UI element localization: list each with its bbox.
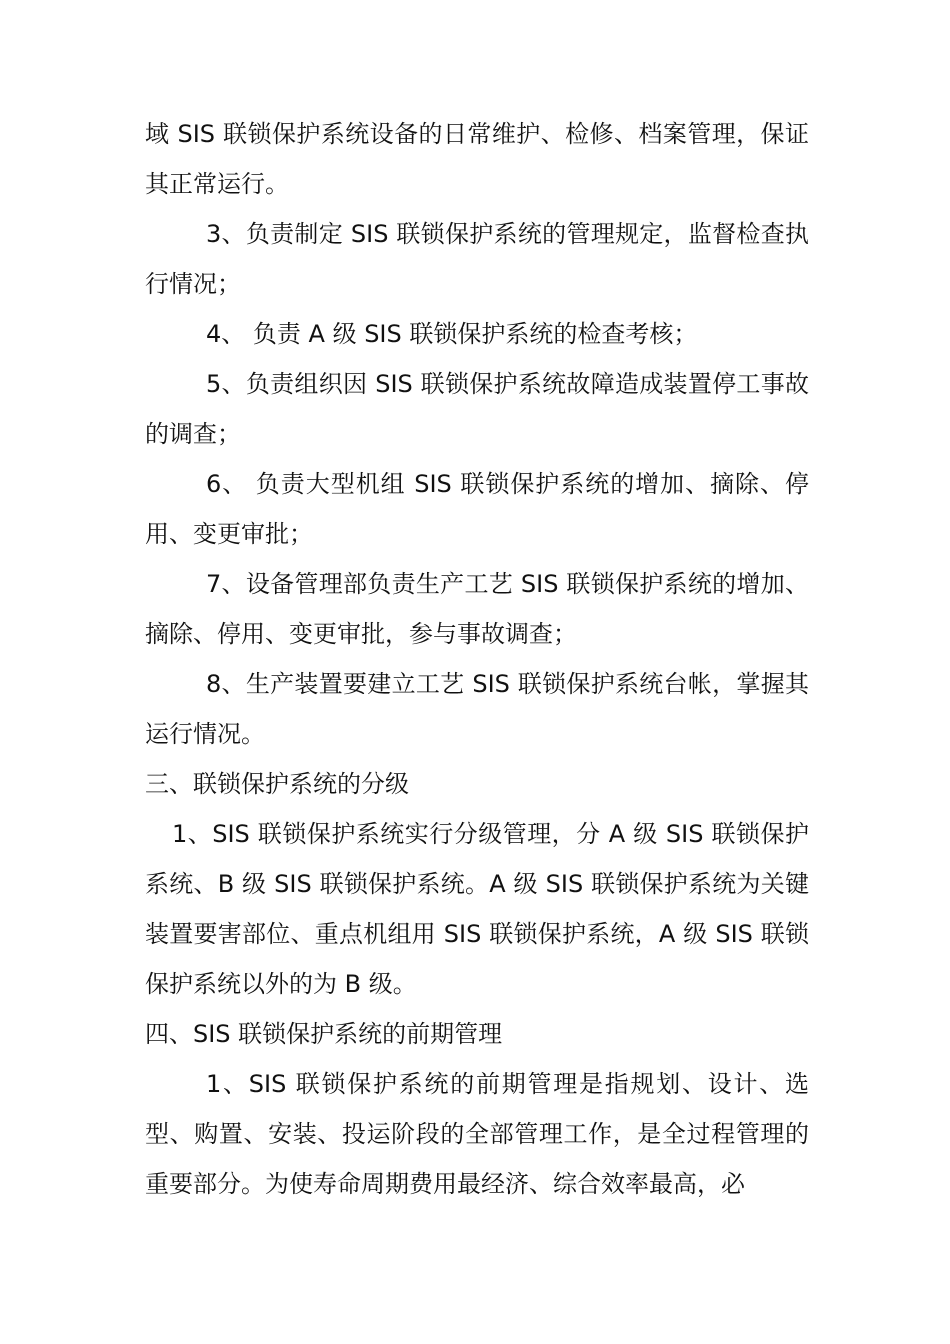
document-body [145, 109, 809, 1209]
paragraph-item-7: 7、设备管理部负责生产工艺 SIS 联锁保护系统的增加、摘除、停用、变更审批，参与事故调查； [145, 570, 809, 648]
section-heading-3: 三、联锁保护系统的分级 [145, 770, 409, 798]
section-heading-4: 四、SIS 联锁保护系统的前期管理 [145, 1020, 503, 1048]
paragraph-continuation: 域 SIS 联锁保护系统设备的日常维护、检修、档案管理，保证其正常运行。 [145, 120, 809, 198]
paragraph-item-4: 4、 负责 A 级 SIS 联锁保护系统的检查考核； [206, 320, 698, 348]
paragraph-item-5: 5、负责组织因 SIS 联锁保护系统故障造成装置停工事故的调查； [145, 370, 809, 448]
paragraph-item-8: 8、生产装置要建立工艺 SIS 联锁保护系统台帐，掌握其运行情况。 [145, 670, 809, 748]
paragraph-early-management: 1、SIS 联锁保护系统的前期管理是指规划、设计、选型、购置、安装、投运阶段的全部管理工作，是全过程管理的重要部分。为使寿命周期费用最经济、综合效率最高，必 [145, 1070, 809, 1198]
paragraph-classification: 1、SIS 联锁保护系统实行分级管理，分 A 级 SIS 联锁保护系统、B 级 SIS 联锁保护系统。A 级 SIS 联锁保护系统为关键装置要害部位、重点机组用 SIS 联锁保护系统，A 级 SIS 联锁保护系统以外的为 B 级。 [145, 820, 809, 998]
paragraph-item-3: 3、负责制定 SIS 联锁保护系统的管理规定，监督检查执行情况； [145, 220, 809, 298]
paragraph-item-6: 6、 负责大型机组 SIS 联锁保护系统的增加、摘除、停用、变更审批； [145, 470, 809, 548]
